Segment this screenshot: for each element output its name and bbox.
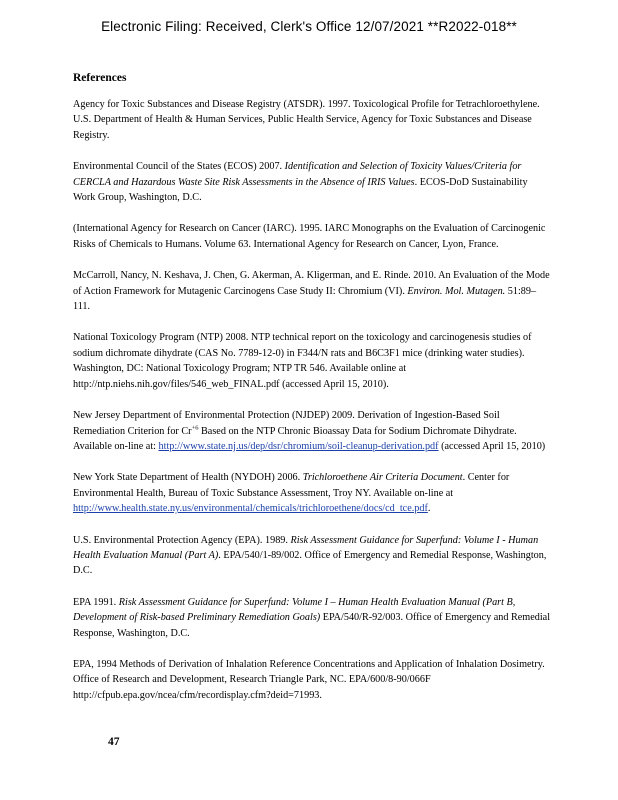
reference-text: (International Agency for Research on Cancer (IARC). 1995. IARC Monographs on the Evaluation of Carcinogenic Risks of Chemicals to Humans. Volume 63. International Agency for Research on Cancer, Lyon, France.	[73, 223, 546, 250]
reference-title: Identification and Selection of Toxicity Values/Criteria for CERCLA and Hazardous Waste Site Risk Assessments in the Absence of IRIS Values	[73, 161, 522, 188]
reference-text: EPA/540/R-92/003. Office of Emergency and Remedial Response, Washington, D.C.	[73, 612, 551, 639]
reference-text: 51:89–111.	[73, 285, 537, 313]
references-section	[73, 72, 551, 719]
reference-epa-1991	[73, 595, 551, 641]
reference-text: . ECOS-DoD Sustainability Work Group, Washington, D.C.	[73, 176, 528, 204]
reference-text: EPA 1991.	[73, 596, 119, 608]
reference-text: New Jersey Department of Environmental Protection (NJDEP) 2009. Derivation of Ingestion-Based Soil Remediation Criterion for Cr	[73, 410, 500, 437]
page-number: 47	[108, 736, 120, 748]
reference-atsdr	[73, 97, 551, 143]
reference-title: Risk Assessment Guidance for Superfund: Volume I - Human Health Evaluation Manual (Part A)	[73, 534, 539, 561]
reference-text: New York State Department of Health (NYDOH) 2006.	[73, 472, 303, 484]
reference-text: (accessed April 15, 2010)	[438, 440, 546, 452]
reference-text: . Center for Environmental Health, Bureau of Toxic Substance Assessment, Troy NY. Available on-line at	[73, 472, 510, 499]
reference-title: Risk Assessment Guidance for Superfund: Volume I – Human Health Evaluation Manual (Part B, Development of Risk-based Preliminary Remediation Goals)	[73, 596, 516, 624]
reference-iarc	[73, 221, 551, 252]
reference-text: U.S. Environmental Protection Agency (EPA). 1989.	[73, 534, 291, 546]
reference-title: Trichloroethene Air Criteria Document	[302, 472, 463, 484]
superscript: +6	[191, 424, 199, 432]
reference-ecos	[73, 159, 551, 205]
filing-stamp-header: Electronic Filing: Received, Clerk's Office 12/07/2021 **R2022-018**	[101, 19, 517, 34]
reference-text: National Toxicology Program (NTP) 2008. NTP technical report on the toxicology and carcinogenesis studies of sodium dichromate dihydrate (CAS No. 7789-12-0) in F344/N rats and B6C3F1 mice (drinking water studies). Washington, DC: National Toxicology Program; NTP TR 546. Available online at http://ntp.niehs.nih.gov/files/546_web_FINAL.pdf (accessed April 15, 2010).	[73, 332, 532, 390]
reference-text: .	[427, 503, 431, 515]
reference-njdep	[73, 408, 551, 454]
reference-text: Agency for Toxic Substances and Disease Registry (ATSDR). 1997. Toxicological Profile for Tetrachloroethylene. U.S. Department of Health & Human Services, Public Health Service, Agency for Toxic Substances and Disease Registry.	[73, 99, 540, 141]
reference-epa-1994	[73, 657, 551, 703]
reference-mccarroll	[73, 268, 551, 314]
reference-ntp	[73, 330, 551, 392]
references-heading: References	[73, 72, 127, 84]
reference-text: Environmental Council of the States (ECOS) 2007.	[73, 161, 285, 173]
reference-text: McCarroll, Nancy, N. Keshava, J. Chen, G. Akerman, A. Kligerman, and E. Rinde. 2010. An Evaluation of the Mode of Action Framework for Mutagenic Carcinogens Case Study II: Chromium (VI).	[73, 270, 550, 297]
reference-link[interactable]: http://www.state.nj.us/dep/dsr/chromium/soil-cleanup-derivation.pdf	[158, 440, 439, 452]
reference-epa-1989	[73, 533, 551, 579]
reference-journal: Environ. Mol. Mutagen.	[407, 285, 506, 297]
reference-text: EPA, 1994 Methods of Derivation of Inhalation Reference Concentrations and Application of Inhalation Dosimetry. Office of Research and Development, Research Triangle Park, NC. EPA/600/8-90/066F http://cfpub.epa.gov/ncea/cfm/recordisplay.cfm?deid=71993.	[73, 658, 545, 701]
reference-text: . EPA/540/1-89/002. Office of Emergency and Remedial Response, Washington, D.C.	[73, 549, 547, 577]
reference-nydoh	[73, 470, 551, 516]
reference-text: Based on the NTP Chronic Bioassay Data for Sodium Dichromate Dihydrate. Available on-line at:	[73, 425, 517, 452]
reference-link[interactable]: http://www.health.state.ny.us/environmental/chemicals/trichloroethene/docs/cd_tce.pdf	[73, 503, 428, 515]
